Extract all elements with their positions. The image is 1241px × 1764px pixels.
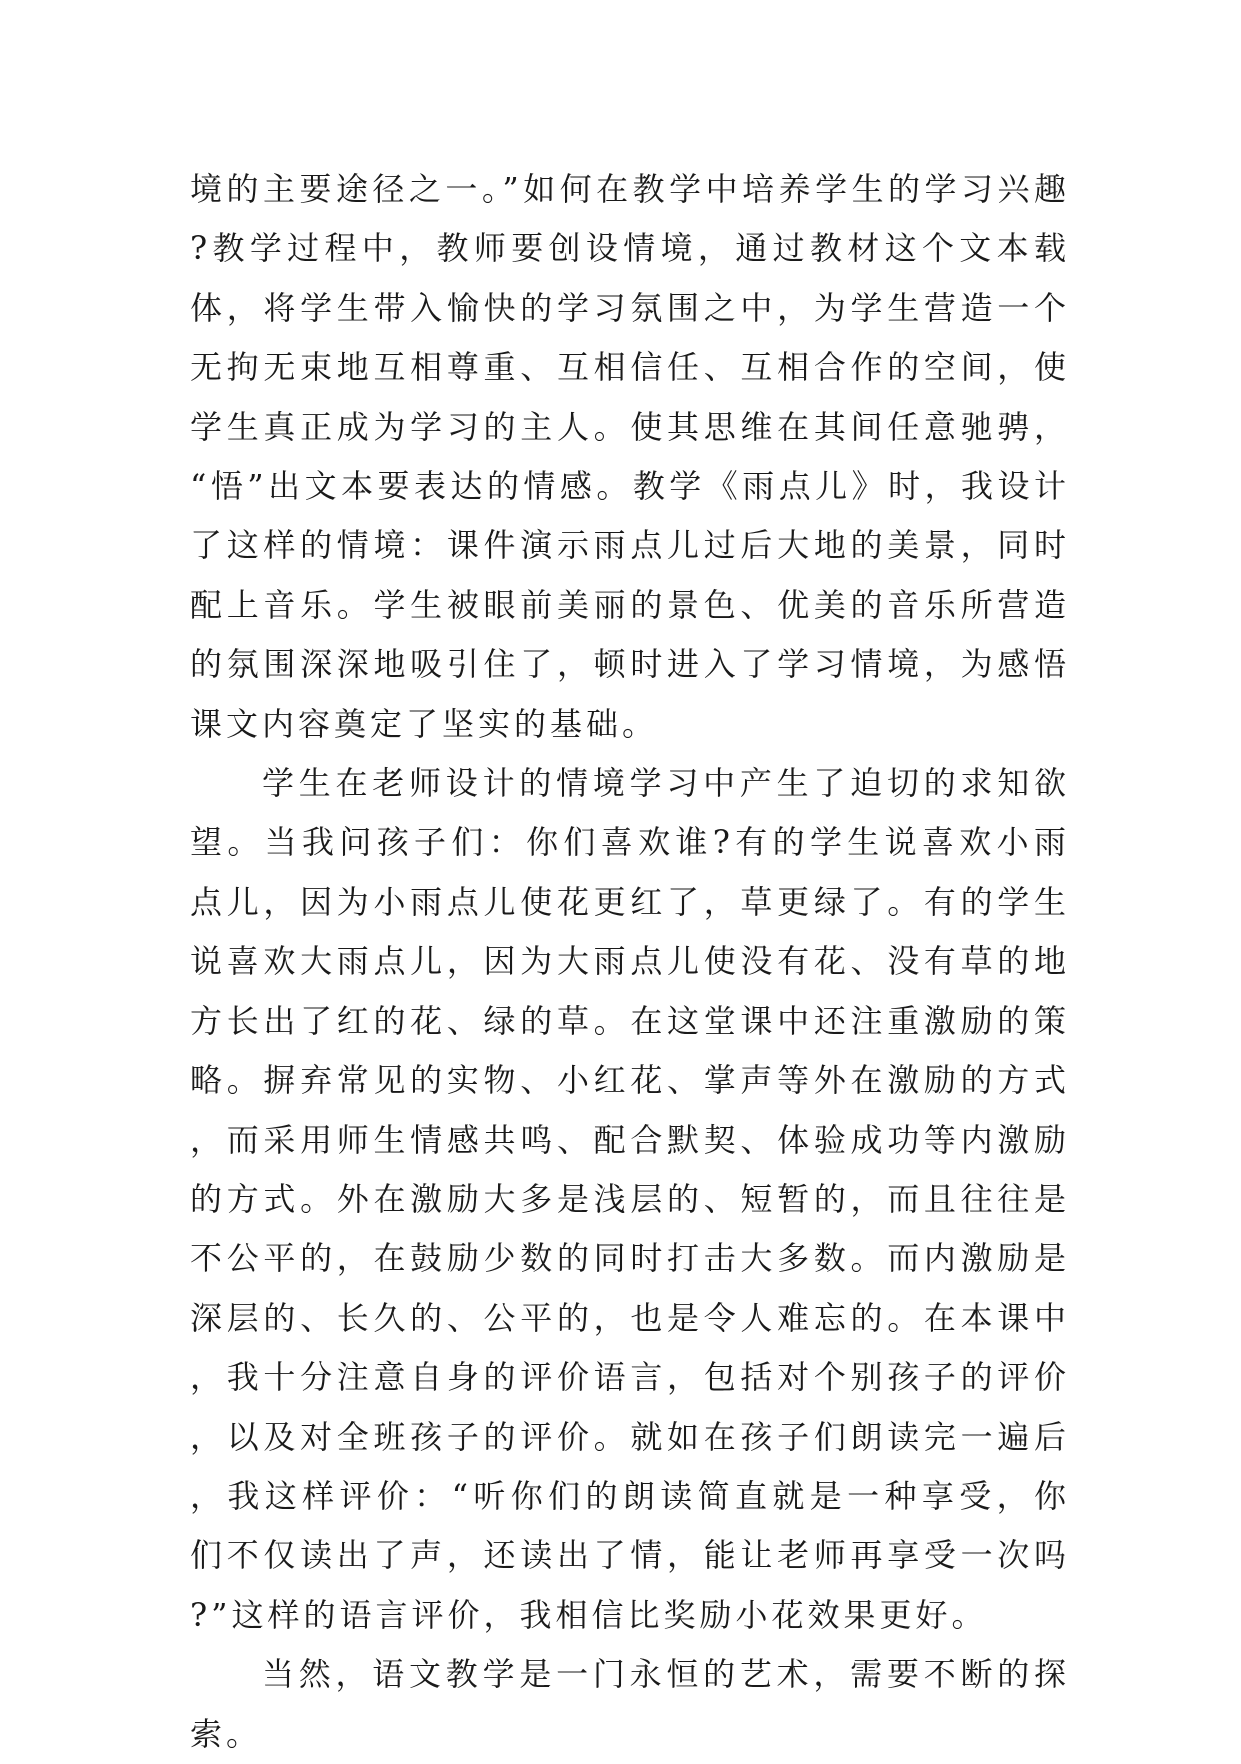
- paragraph-2: 学生在老师设计的情境学习中产生了迫切的求知欲望。当我问孩子们：你们喜欢谁?有的学生说喜欢小雨点儿，因为小雨点儿使花更红了，草更绿了。有的学生说喜欢大雨点儿，因为大雨点儿使没有花、没有草的地方长出了红的花、绿的草。在这堂课中还注重激励的策略。摒弃常见的实物、小红花、掌声等外在激励的方式，而采用师生情感共鸣、配合默契、体验成功等内激励的方式。外在激励大多是浅层的、短暂的，而且往往是不公平的，在鼓励少数的同时打击大多数。而内激励是深层的、长久的、公平的，也是令人难忘的。在本课中，我十分注意自身的评价语言，包括对个别孩子的评价，以及对全班孩子的评价。就如在孩子们朗读完一遍后，我这样评价：“听你们的朗读简直就是一种享受，你们不仅读出了声，还读出了情，能让老师再享受一次吗?”这样的语言评价，我相信比奖励小花效果更好。: [190, 764, 1070, 1634]
- paragraph-1: 境的主要途径之一。”如何在教学中培养学生的学习兴趣?教学过程中，教师要创设情境，通过教材这个文本载体，将学生带入愉快的学习氛围之中，为学生营造一个无拘无束地互相尊重、互相信任、互相合作的空间，使学生真正成为学习的主人。使其思维在其间任意驰骋，“悟”出文本要表达的情感。教学《雨点儿》时，我设计了这样的情境：课件演示雨点儿过后大地的美景，同时配上音乐。学生被眼前美丽的景色、优美的音乐所营造的氛围深深地吸引住了，顿时进入了学习情境，为感悟课文内容奠定了坚实的基础。: [190, 170, 1070, 743]
- paragraph-3: 当然，语文教学是一门永恒的艺术，需要不断的探索。: [190, 1655, 1070, 1753]
- document-body: [190, 160, 1070, 1764]
